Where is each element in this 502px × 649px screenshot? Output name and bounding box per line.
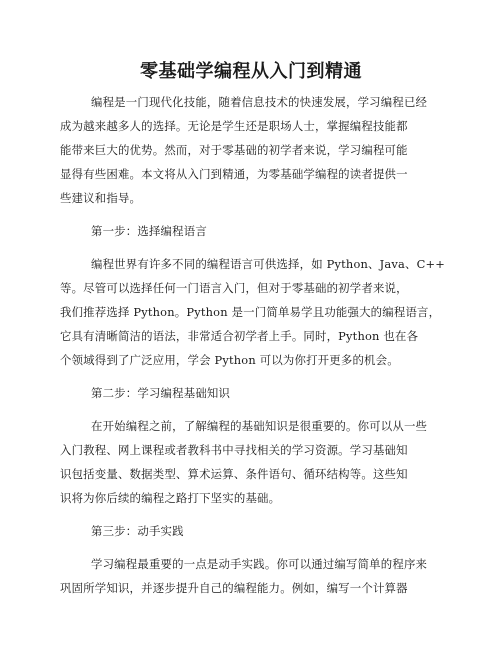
paragraph-line: 编程世界有许多不同的编程语言可供选择，如 Python、Java、C++ bbox=[91, 257, 446, 271]
document-title: 零基础学编程从入门到精通 bbox=[140, 61, 362, 82]
paragraph-line: 些建议和指导。 bbox=[60, 191, 142, 205]
paragraph-line: 个领域得到了广泛应用，学会 Python 可以为你打开更多的机会。 bbox=[60, 353, 399, 367]
paragraph-line: 入门教程、网上课程或者教科书中寻找相关的学习资源。学习基础知 bbox=[60, 443, 408, 457]
paragraph-line: 学习编程最重要的一点是动手实践。你可以通过编写简单的程序来 bbox=[91, 557, 428, 571]
paragraph-line: 我们推荐选择 Python。Python 是一门简单易学且功能强大的编程语言， bbox=[60, 305, 441, 319]
section-heading: 第一步：选择编程语言 bbox=[91, 224, 207, 238]
paragraph-line: 识将为你后续的编程之路打下坚实的基础。 bbox=[60, 491, 281, 505]
paragraph-line: 成为越来越多人的选择。无论是学生还是职场人士，掌握编程技能都 bbox=[60, 119, 408, 133]
paragraph-line: 巩固所学知识，并逐步提升自己的编程能力。例如，编写一个计算器 bbox=[60, 581, 408, 595]
paragraph-line: 等。尽管可以选择任何一门语言入门，但对于零基础的初学者来说， bbox=[60, 281, 408, 295]
paragraph-line: 能带来巨大的优势。然而，对于零基础的初学者来说，学习编程可能 bbox=[60, 143, 408, 157]
section-heading: 第二步：学习编程基础知识 bbox=[91, 386, 231, 400]
section-heading: 第三步：动手实践 bbox=[91, 524, 184, 538]
paragraph-line: 显得有些困难。本文将从入门到精通，为零基础学编程的读者提供一 bbox=[60, 167, 408, 181]
paragraph-line: 在开始编程之前，了解编程的基础知识是很重要的。你可以从一些 bbox=[91, 419, 428, 433]
paragraph-line: 编程是一门现代化技能，随着信息技术的快速发展，学习编程已经 bbox=[91, 95, 428, 109]
paragraph-line: 识包括变量、数据类型、算术运算、条件语句、循环结构等。这些知 bbox=[60, 467, 408, 481]
paragraph-line: 它具有清晰简洁的语法，非常适合初学者上手。同时，Python 也在各 bbox=[60, 329, 419, 343]
